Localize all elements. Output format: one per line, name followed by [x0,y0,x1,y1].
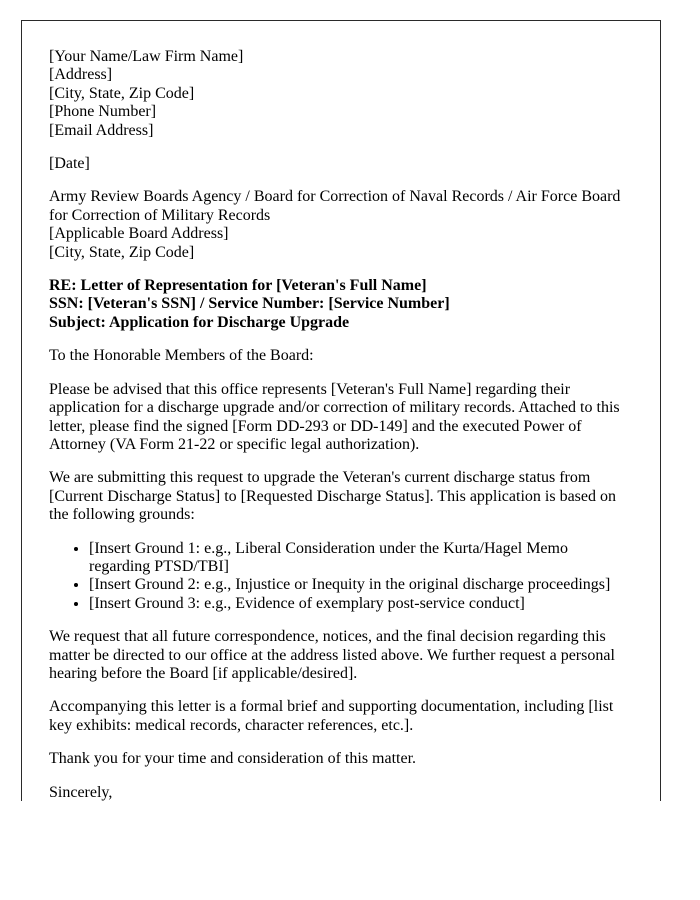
paragraph-request: We are submitting this request to upgrade the Veteran's current discharge status from [Current Discharge Status] to [Requested Discharge Status]. This application is based on the following grounds: [49,469,616,524]
text-line: [Your Name/Law Firm Name] [49,48,244,65]
text-line: SSN: [Veteran's SSN] / Service Number: [Service Number] [49,295,450,313]
list-item: • [Insert Ground 1: e.g., Liberal Consideration under the Kurta/Hagel Memo regarding PTSD/TBI] [89,540,633,577]
text-line: [Address] [49,66,113,84]
text-line: [Date] [49,155,90,173]
paragraph-representation: Please be advised that this office represents [Veteran's Full Name] regarding their application for a discharge upgrade and/or correction of military records. Attached to this letter, please find the signed [Form DD-293 or DD-149] and the executed Power of Attorney (VA Form 21-22 or specific legal authorization). [49,380,620,453]
text-line: [City, State, Zip Code] [49,243,195,261]
text-line: Army Review Boards Agency / Board for Correction of Naval Records / Air Force Board for Correction of Military Records [49,188,621,224]
text-line: RE: Letter of Representation for [Veteran's Full Name] [49,277,427,295]
text-line: [Phone Number] [49,103,157,121]
paragraph-enclosures: Accompanying this letter is a formal brief and supporting documentation, including [list key exhibits: medical records, character references, etc.]. [49,698,614,734]
text-line: Subject: Application for Discharge Upgrade [49,313,350,331]
subject-block [49,277,633,332]
grounds-list [49,540,633,614]
paragraph-thanks: Thank you for your time and consideration of this matter. [49,750,417,768]
salutation [49,347,633,365]
letter-page [21,20,661,801]
paragraph-correspondence: We request that all future correspondence, notices, and the final decision regarding this matter be directed to our office at the address listed above. We further request a personal hearing before the Board [if applicable/desired]. [49,628,615,682]
recipient-block [49,188,633,262]
closing-sincerely: Sincerely, [49,783,113,801]
text-line: [City, State, Zip Code] [49,84,195,102]
date-line [49,155,633,173]
sender-address-block [49,48,633,140]
text-line: [Applicable Board Address] [49,225,229,243]
text-line: [Email Address] [49,121,154,139]
list-item: • [Insert Ground 3: e.g., Evidence of exemplary post-service conduct] [89,595,633,613]
text-line: To the Honorable Members of the Board: [49,347,314,365]
list-item: • [Insert Ground 2: e.g., Injustice or Inequity in the original discharge proceedings] [89,576,633,594]
